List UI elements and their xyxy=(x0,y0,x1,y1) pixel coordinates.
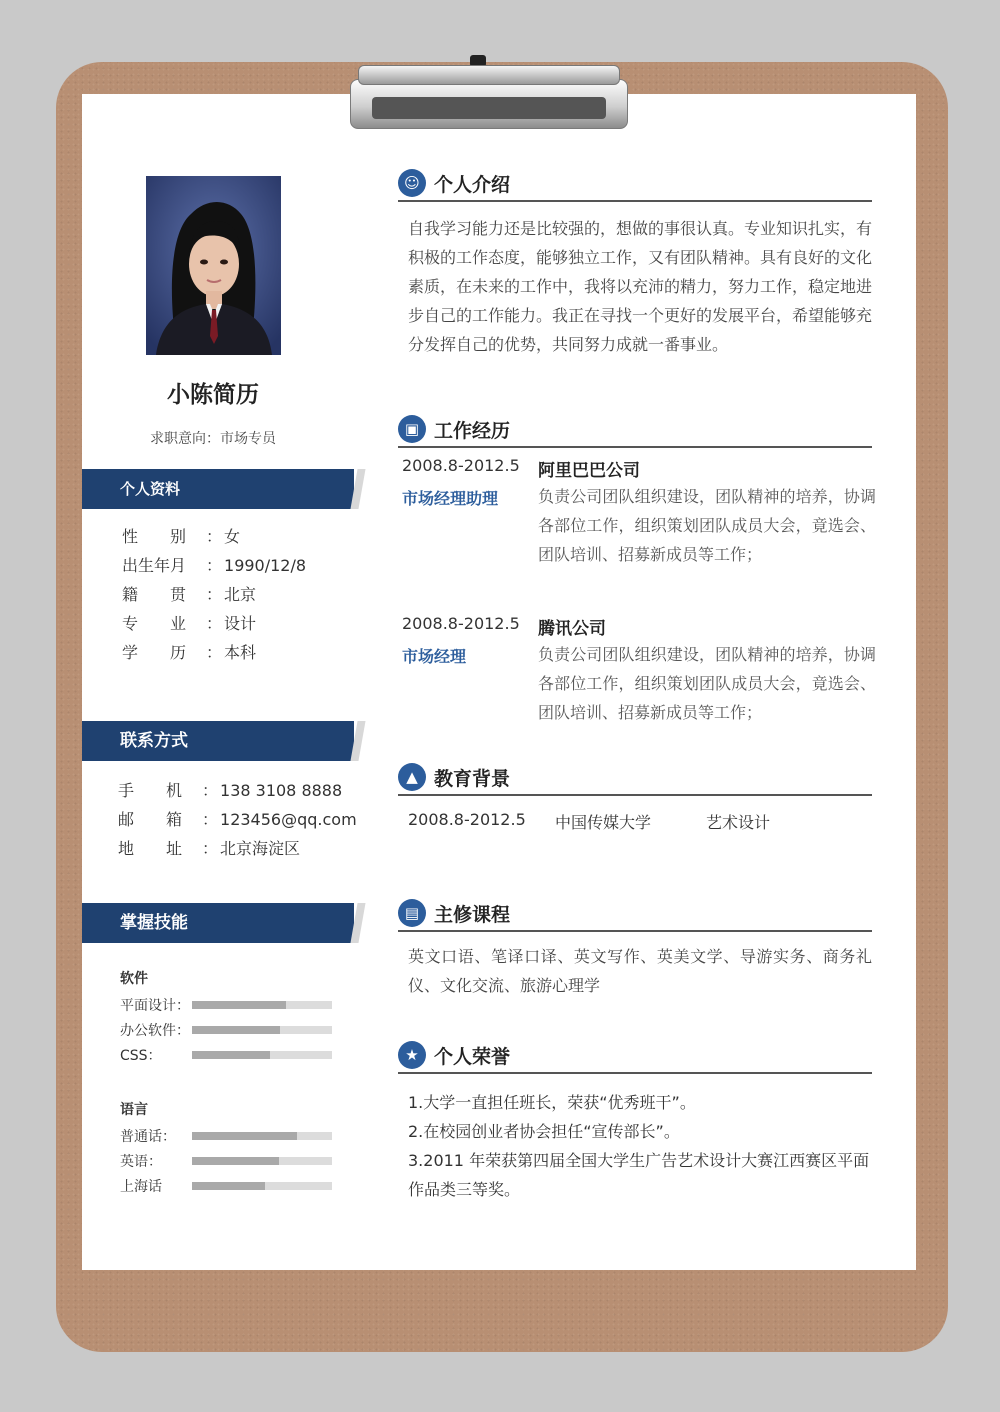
contact-value: 123456@qq.com xyxy=(220,810,357,829)
honor-item: 3.2011 年荣获第四届全国大学生广告艺术设计大赛江西赛区平面作品类三等奖。 xyxy=(408,1151,870,1199)
contact-value: 138 3108 8888 xyxy=(220,781,343,800)
contact-separator: ： xyxy=(202,781,219,800)
contact-label: 手 机 xyxy=(118,781,183,800)
skill-row xyxy=(120,1017,332,1042)
info-row-gender xyxy=(122,522,306,551)
medal-icon: ★ xyxy=(398,1041,426,1069)
job-intent-label: 求职意向： xyxy=(150,431,220,447)
work-title: 工作经历 xyxy=(434,419,511,442)
skill-bar-fill xyxy=(192,1157,279,1165)
job-description: 负责公司团队组织建设，团队精神的培养，协调各部位工作，组织策划团队成员大会，竟选会、团队培训、招募新成员等工作； xyxy=(538,487,876,564)
job-intent-value: 市场专员 xyxy=(220,431,276,447)
honors-header xyxy=(398,1042,872,1074)
contact-label: 邮 箱 xyxy=(118,810,183,829)
contact-label: 地 址 xyxy=(118,839,183,858)
info-separator: ： xyxy=(206,614,223,633)
info-separator: ： xyxy=(206,585,223,604)
job-description: 负责公司团队组织建设，团队精神的培养，协调各部位工作，组织策划团队成员大会，竟选会、团队培训、招募新成员等工作； xyxy=(538,645,876,722)
info-label: 性 别 xyxy=(122,527,187,546)
info-value: 本科 xyxy=(224,643,257,662)
skill-label: CSS： xyxy=(120,1047,162,1064)
software-skills xyxy=(120,968,332,1067)
job-entry xyxy=(398,614,876,764)
skill-bar xyxy=(192,1132,332,1140)
skill-label: 英语： xyxy=(120,1153,162,1170)
skill-row xyxy=(120,1042,332,1067)
skill-label: 上海话 xyxy=(120,1178,162,1195)
courses-text: 英文口语、笔译口译、英文写作、英美文学、导游实务、商务礼仪、文化交流、旅游心理学 xyxy=(408,947,872,995)
skill-bar-fill xyxy=(192,1001,286,1009)
education-section xyxy=(398,764,872,833)
work-section xyxy=(398,416,876,764)
clipboard-clip xyxy=(350,55,628,133)
info-label: 籍 贯 xyxy=(122,585,187,604)
skill-bar xyxy=(192,1051,332,1059)
skill-row xyxy=(120,1123,332,1148)
resume-paper xyxy=(82,94,916,1270)
contact-separator: ： xyxy=(202,810,219,829)
info-value: 设计 xyxy=(224,614,257,633)
job-company: 阿里巴巴公司 xyxy=(538,461,640,481)
contact-row-phone xyxy=(118,776,357,805)
skill-row xyxy=(120,1148,332,1173)
skills-header: 掌握技能 xyxy=(82,903,354,943)
info-value: 北京 xyxy=(224,585,257,604)
skill-bar-fill xyxy=(192,1051,270,1059)
info-label: 专 业 xyxy=(122,614,187,633)
skill-bar xyxy=(192,1157,332,1165)
clip-slot xyxy=(372,97,606,119)
skill-bar-fill xyxy=(192,1026,280,1034)
education-school: 中国传媒大学 xyxy=(555,813,652,832)
contact-row-address xyxy=(118,834,357,863)
honors-list xyxy=(398,1074,872,1204)
job-company: 腾讯公司 xyxy=(538,619,606,639)
personal-info-list xyxy=(122,522,306,667)
job-period: 2008.8-2012.5 xyxy=(402,456,520,475)
skill-row xyxy=(120,1173,332,1198)
education-title: 教育背景 xyxy=(434,767,511,790)
education-row xyxy=(398,796,872,833)
skill-bar xyxy=(192,1026,332,1034)
profile-photo xyxy=(146,176,281,355)
education-major: 艺术设计 xyxy=(706,813,771,832)
contact-header: 联系方式 xyxy=(82,721,354,761)
intro-title: 个人介绍 xyxy=(434,173,511,196)
job-role: 市场经理助理 xyxy=(402,489,499,508)
info-label: 学 历 xyxy=(122,643,187,662)
skill-row xyxy=(120,992,332,1017)
intro-header xyxy=(398,170,872,202)
language-skills xyxy=(120,1099,332,1198)
info-separator: ： xyxy=(206,556,223,575)
skill-label: 平面设计： xyxy=(120,997,190,1014)
graduation-cap-icon: ▲ xyxy=(398,763,426,791)
info-value: 1990/12/8 xyxy=(224,556,307,575)
software-title: 软件 xyxy=(120,971,148,987)
job-period: 2008.8-2012.5 xyxy=(402,614,520,633)
job-entry xyxy=(398,456,876,606)
intro-text: 自我学习能力还是比较强的，想做的事很认真。专业知识扎实，有积极的工作态度，能够独立工作，又有团队精神。具有良好的文化素质，在未来的工作中，我将以充沛的精力，努力工作，稳定地进步自己的工作能力。我正在寻找一个更好的发展平台，希望能够充分发挥自己的优势，共同努力成就一番事业。 xyxy=(408,219,873,354)
info-separator: ： xyxy=(206,643,223,662)
info-value: 女 xyxy=(224,527,241,546)
work-header xyxy=(398,416,872,448)
language-title: 语言 xyxy=(120,1102,148,1118)
intro-section xyxy=(398,170,872,359)
education-header xyxy=(398,764,872,796)
skill-bar-fill xyxy=(192,1132,297,1140)
info-row-hometown xyxy=(122,580,306,609)
info-row-birth xyxy=(122,551,306,580)
honors-title: 个人荣誉 xyxy=(434,1045,511,1068)
courses-header xyxy=(398,900,872,932)
job-intent xyxy=(82,428,344,448)
contact-list xyxy=(118,776,357,863)
courses-title: 主修课程 xyxy=(434,903,511,926)
honors-section xyxy=(398,1042,872,1204)
resume-name: 小陈简历 xyxy=(167,382,259,408)
book-icon: ▤ xyxy=(398,899,426,927)
skill-label: 普通话： xyxy=(120,1128,176,1145)
courses-section xyxy=(398,900,872,1000)
skill-label: 办公软件： xyxy=(120,1022,190,1039)
skill-bar xyxy=(192,1001,332,1009)
contact-separator: ： xyxy=(202,839,219,858)
briefcase-icon: ▣ xyxy=(398,415,426,443)
honor-item: 1.大学一直担任班长，荣获“优秀班干”。 xyxy=(408,1093,696,1112)
people-icon: ☺ xyxy=(398,169,426,197)
portrait-image xyxy=(146,176,281,355)
info-row-degree xyxy=(122,638,306,667)
job-role: 市场经理 xyxy=(402,647,467,666)
skill-bar-fill xyxy=(192,1182,265,1190)
info-separator: ： xyxy=(206,527,223,546)
clip-bar xyxy=(358,65,620,85)
contact-row-email xyxy=(118,805,357,834)
education-period: 2008.8-2012.5 xyxy=(408,810,526,829)
info-label: 出生年月 xyxy=(122,556,187,575)
personal-info-header: 个人资料 xyxy=(82,469,354,509)
contact-value: 北京海淀区 xyxy=(220,839,301,858)
honor-item: 2.在校园创业者协会担任“宣传部长”。 xyxy=(408,1122,680,1141)
info-row-major xyxy=(122,609,306,638)
skill-bar xyxy=(192,1182,332,1190)
